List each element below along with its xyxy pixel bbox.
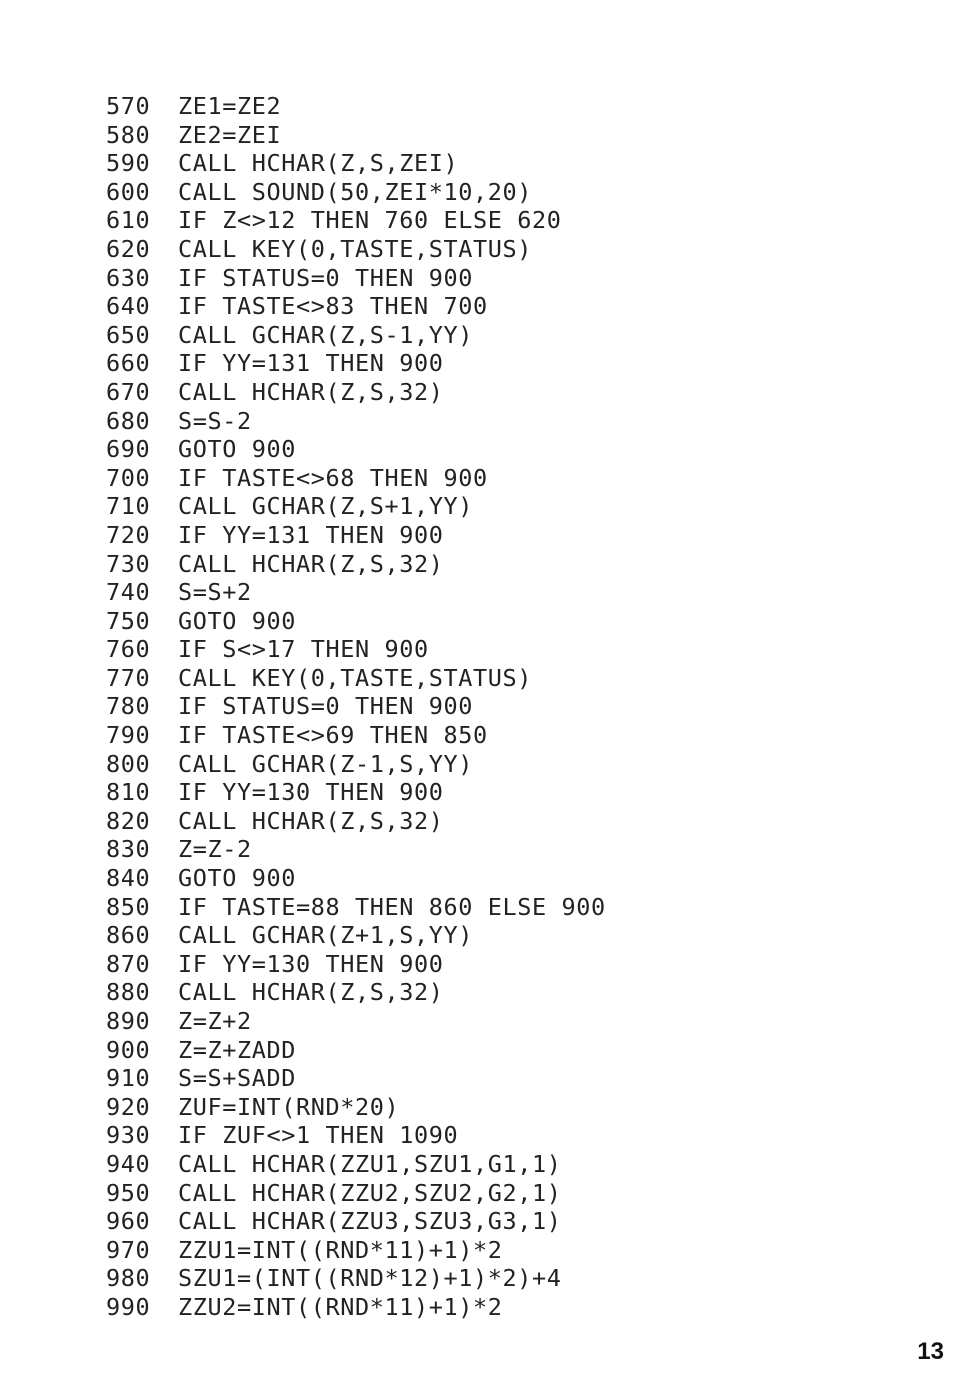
- line-code: Z=Z+ZADD: [178, 1035, 296, 1064]
- code-line: [106, 1036, 606, 1065]
- line-number: 860: [106, 921, 151, 950]
- line-code: GOTO 900: [178, 435, 296, 464]
- line-number: 700: [106, 463, 151, 492]
- code-line: [106, 492, 606, 521]
- line-code: CALL HCHAR(Z,S,ZEI): [178, 149, 459, 178]
- line-number: 640: [106, 292, 151, 321]
- code-line: [106, 349, 606, 378]
- line-number: 990: [106, 1292, 151, 1321]
- code-line: [106, 378, 606, 407]
- line-number: 890: [106, 1007, 151, 1035]
- line-number: 960: [106, 1207, 151, 1236]
- line-number: 850: [106, 892, 151, 921]
- line-code: IF YY=130 THEN 900: [178, 778, 444, 807]
- line-number: 980: [106, 1264, 151, 1293]
- code-line: [106, 1264, 606, 1293]
- line-number: 600: [106, 177, 151, 206]
- line-code: S=S+2: [178, 578, 252, 607]
- line-code: IF S<>17 THEN 900: [178, 635, 429, 664]
- code-line: [106, 121, 606, 150]
- line-code: CALL HCHAR(Z,S,32): [178, 549, 444, 578]
- line-code: IF YY=131 THEN 900: [178, 349, 444, 378]
- line-number: 830: [106, 835, 151, 864]
- line-code: Z=Z+2: [178, 1007, 252, 1035]
- code-line: [106, 864, 606, 893]
- line-code: CALL HCHAR(Z,S,32): [178, 978, 444, 1007]
- line-number: 630: [106, 263, 151, 292]
- code-line: [106, 578, 606, 607]
- code-line: [106, 178, 606, 207]
- code-line: [106, 835, 606, 864]
- line-number: 910: [106, 1064, 151, 1093]
- code-line: [106, 721, 606, 750]
- line-number: 900: [106, 1035, 151, 1064]
- line-number: 580: [106, 120, 151, 149]
- line-code: CALL HCHAR(Z,S,32): [178, 377, 444, 406]
- code-line: [106, 464, 606, 493]
- line-number: 730: [106, 549, 151, 578]
- line-code: IF TASTE<>83 THEN 700: [178, 292, 488, 321]
- code-line: [106, 292, 606, 321]
- code-line: [106, 978, 606, 1007]
- line-code: ZUF=INT(RND*20): [178, 1092, 400, 1121]
- code-line: [106, 1121, 606, 1150]
- code-line: [106, 235, 606, 264]
- basic-program-listing: [106, 92, 606, 1322]
- line-number: 930: [106, 1121, 151, 1150]
- line-code: SZU1=(INT((RND*12)+1)*2)+4: [178, 1264, 562, 1293]
- line-number: 880: [106, 978, 151, 1007]
- line-code: IF TASTE=88 THEN 860 ELSE 900: [178, 892, 606, 921]
- line-number: 790: [106, 721, 151, 750]
- line-code: IF STATUS=0 THEN 900: [178, 263, 473, 292]
- code-line: [106, 807, 606, 836]
- line-code: CALL HCHAR(ZZU1,SZU1,G1,1): [178, 1149, 562, 1178]
- line-number: 950: [106, 1178, 151, 1207]
- code-line: [106, 1150, 606, 1179]
- line-code: GOTO 900: [178, 864, 296, 893]
- line-number: 740: [106, 578, 151, 607]
- line-code: CALL GCHAR(Z-1,S,YY): [178, 749, 473, 778]
- code-line: [106, 435, 606, 464]
- line-code: ZZU2=INT((RND*11)+1)*2: [178, 1292, 503, 1321]
- line-number: 970: [106, 1235, 151, 1264]
- line-number: 810: [106, 778, 151, 807]
- line-code: IF ZUF<>1 THEN 1090: [178, 1121, 459, 1150]
- line-number: 620: [106, 234, 151, 263]
- code-line: [106, 1293, 606, 1322]
- code-line: [106, 921, 606, 950]
- code-line: [106, 206, 606, 235]
- code-line: [106, 149, 606, 178]
- line-code: CALL SOUND(50,ZEI*10,20): [178, 177, 532, 206]
- line-number: 770: [106, 663, 151, 692]
- code-line: [106, 1179, 606, 1208]
- code-line: [106, 692, 606, 721]
- code-line: [106, 664, 606, 693]
- code-line: [106, 635, 606, 664]
- page-number: 13: [917, 1338, 944, 1365]
- line-number: 760: [106, 635, 151, 664]
- line-number: 840: [106, 864, 151, 893]
- line-number: 750: [106, 606, 151, 635]
- line-code: CALL HCHAR(ZZU2,SZU2,G2,1): [178, 1178, 562, 1207]
- line-number: 920: [106, 1092, 151, 1121]
- line-number: 780: [106, 692, 151, 721]
- code-line: [106, 1236, 606, 1265]
- line-code: IF TASTE<>69 THEN 850: [178, 721, 488, 750]
- line-code: IF STATUS=0 THEN 900: [178, 692, 473, 721]
- line-code: S=S+SADD: [178, 1064, 296, 1093]
- line-number: 670: [106, 377, 151, 406]
- code-line: [106, 750, 606, 779]
- line-number: 800: [106, 749, 151, 778]
- line-code: CALL HCHAR(ZZU3,SZU3,G3,1): [178, 1207, 562, 1236]
- code-line: [106, 321, 606, 350]
- line-code: CALL KEY(0,TASTE,STATUS): [178, 234, 532, 263]
- code-line: [106, 607, 606, 636]
- code-line: [106, 521, 606, 550]
- line-code: CALL KEY(0,TASTE,STATUS): [178, 663, 532, 692]
- line-code: CALL GCHAR(Z,S-1,YY): [178, 320, 473, 349]
- line-code: IF Z<>12 THEN 760 ELSE 620: [178, 206, 562, 235]
- line-number: 870: [106, 949, 151, 978]
- line-code: ZE1=ZE2: [178, 92, 282, 120]
- line-code: GOTO 900: [178, 606, 296, 635]
- line-code: IF YY=131 THEN 900: [178, 520, 444, 549]
- line-number: 820: [106, 806, 151, 835]
- code-line: [106, 1007, 606, 1036]
- line-code: IF YY=130 THEN 900: [178, 949, 444, 978]
- line-number: 660: [106, 349, 151, 378]
- line-number: 680: [106, 406, 151, 435]
- line-code: S=S-2: [178, 406, 252, 435]
- code-line: [106, 950, 606, 979]
- code-line: [106, 264, 606, 293]
- code-line: [106, 1093, 606, 1122]
- code-line: [106, 1064, 606, 1093]
- line-code: ZZU1=INT((RND*11)+1)*2: [178, 1235, 503, 1264]
- line-code: ZE2=ZEI: [178, 120, 282, 149]
- line-code: CALL GCHAR(Z,S+1,YY): [178, 492, 473, 521]
- line-number: 610: [106, 206, 151, 235]
- code-line: [106, 778, 606, 807]
- code-line: [106, 92, 606, 121]
- line-number: 650: [106, 320, 151, 349]
- code-line: [106, 893, 606, 922]
- line-number: 940: [106, 1149, 151, 1178]
- line-code: CALL GCHAR(Z+1,S,YY): [178, 921, 473, 950]
- code-line: [106, 550, 606, 579]
- line-code: IF TASTE<>68 THEN 900: [178, 463, 488, 492]
- line-number: 710: [106, 492, 151, 521]
- line-code: Z=Z-2: [178, 835, 252, 864]
- line-number: 720: [106, 520, 151, 549]
- line-number: 590: [106, 149, 151, 178]
- line-code: CALL HCHAR(Z,S,32): [178, 806, 444, 835]
- code-line: [106, 407, 606, 436]
- line-number: 690: [106, 435, 151, 464]
- code-line: [106, 1207, 606, 1236]
- line-number: 570: [106, 92, 151, 120]
